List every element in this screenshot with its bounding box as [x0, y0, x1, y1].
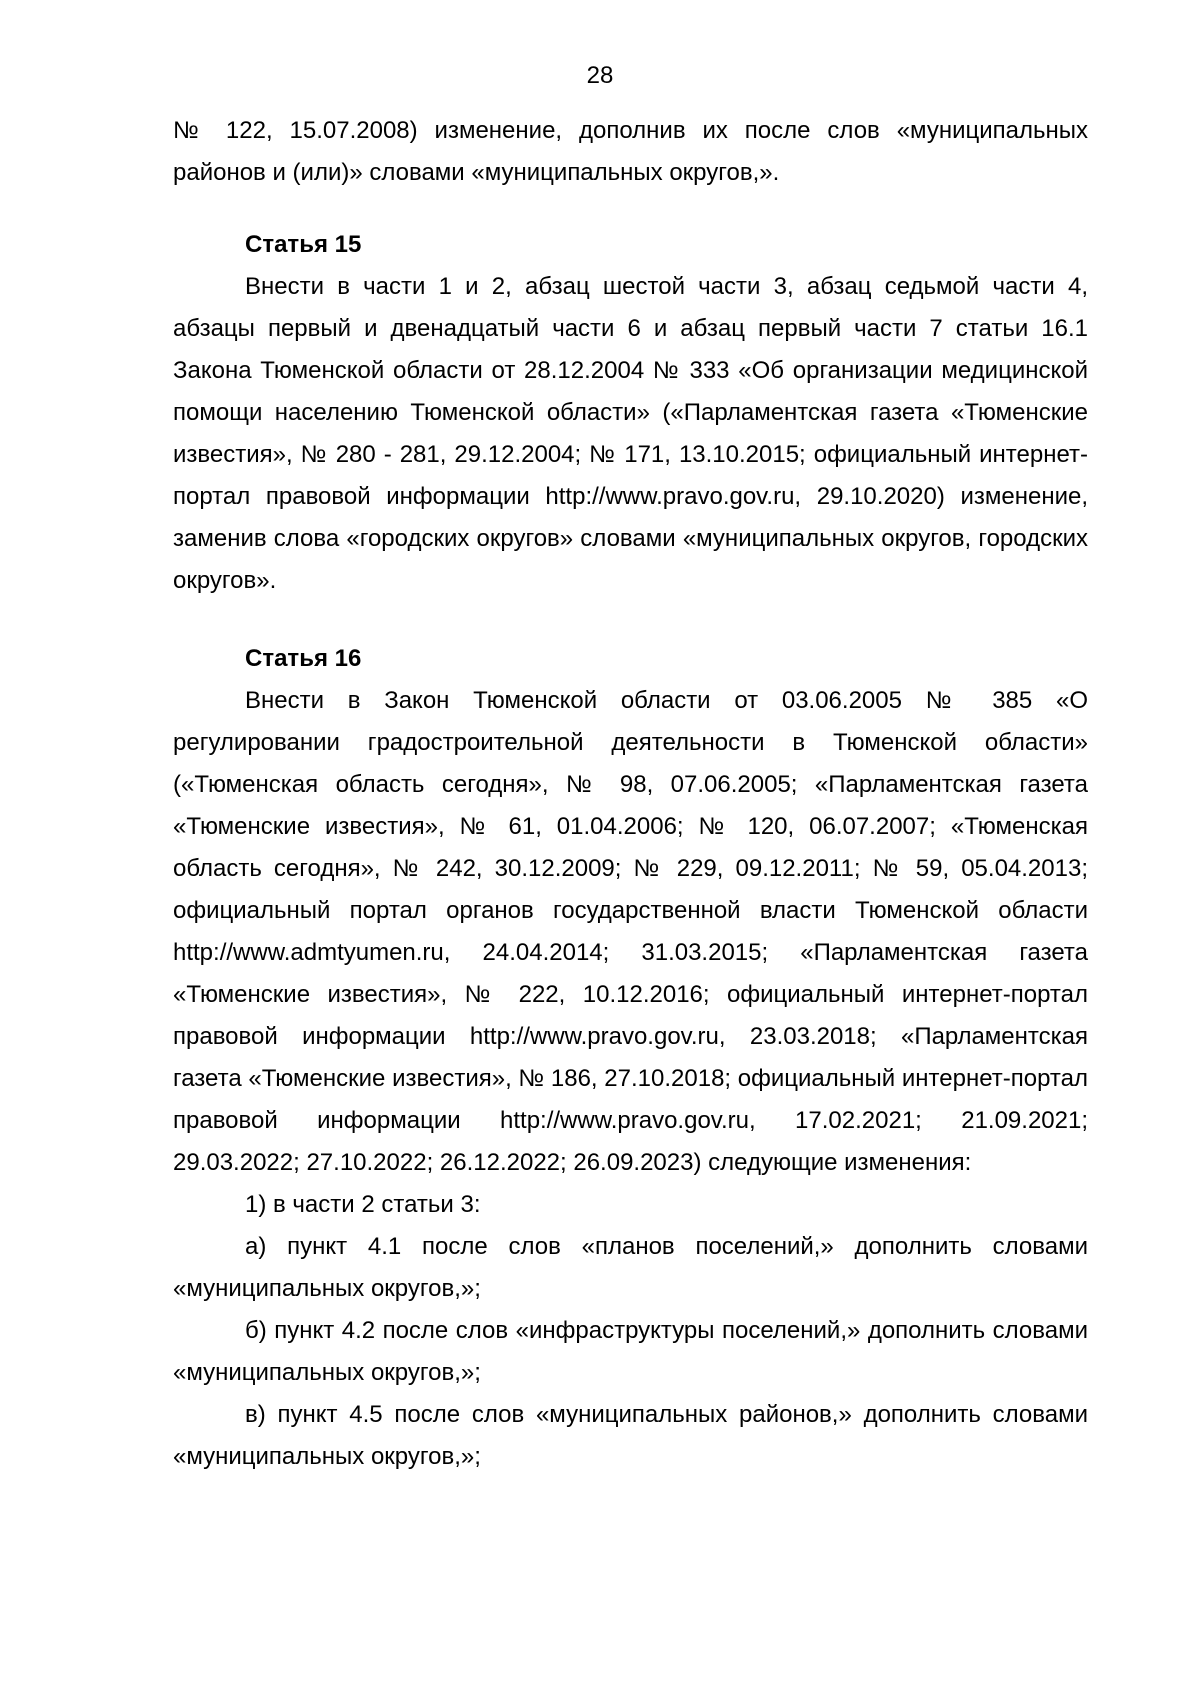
article-15-text: Внести в части 1 и 2, абзац шестой части 3, абзац седьмой части 4, абзацы первый и двенадцатый части 6 и абзац первый части 7 статьи 16.1 Закона Тюменской области от 28.12.2004 № 333 «Об организации медицинской помощи населению Тюменской области» («Парламентская газета «Тюменские известия», № 280 - 281, 29.12.2004; № 171, 13.10.2015; официальный интернет-портал правовой информации http://www.pravo.gov.ru, 29.10.2020) изменение, заменив слова «городских округов» словами «муниципальных округов, городских округов». — [173, 273, 1088, 594]
article-16-item-b: б) пункт 4.2 после слов «инфраструктуры поселений,» дополнить словами «муниципальных округов,»; — [173, 1317, 1088, 1386]
article-15-heading: Статья 15 — [245, 231, 362, 258]
intro-paragraph: № 122, 15.07.2008) изменение, дополнив их после слов «муниципальных районов и (или)» словами «муниципальных округов,». — [173, 117, 1088, 186]
article-16-heading: Статья 16 — [245, 645, 362, 672]
article-16-item-1: 1) в части 2 статьи 3: — [245, 1191, 481, 1218]
article-16-item-a: а) пункт 4.1 после слов «планов поселений,» дополнить словами «муниципальных округов,»; — [173, 1233, 1088, 1302]
page-number: 28 — [586, 62, 614, 89]
document-body — [173, 110, 1088, 1478]
article-16-text: Внести в Закон Тюменской области от 03.06.2005 № 385 «О регулировании градостроительной деятельности в Тюменской области» («Тюменская область сегодня», № 98, 07.06.2005; «Парламентская газета «Тюменские известия», № 61, 01.04.2006; № 120, 06.07.2007; «Тюменская область сегодня», № 242, 30.12.2009; № 229, 09.12.2011; № 59, 05.04.2013; официальный портал органов государственной власти Тюменской области http://www.admtyumen.ru, 24.04.2014; 31.03.2015; «Парламентская газета «Тюменские известия», № 222, 10.12.2016; официальный интернет-портал правовой информации http://www.pravo.gov.ru, 23.03.2018; «Парламентская газета «Тюменские известия», № 186, 27.10.2018; официальный интернет-портал правовой информации http://www.pravo.gov.ru, 17.02.2021; 21.09.2021; 29.03.2022; 27.10.2022; 26.12.2022; 26.09.2023) следующие изменения: — [173, 687, 1088, 1176]
article-16-item-c: в) пункт 4.5 после слов «муниципальных районов,» дополнить словами «муниципальных округов,»; — [173, 1401, 1088, 1470]
